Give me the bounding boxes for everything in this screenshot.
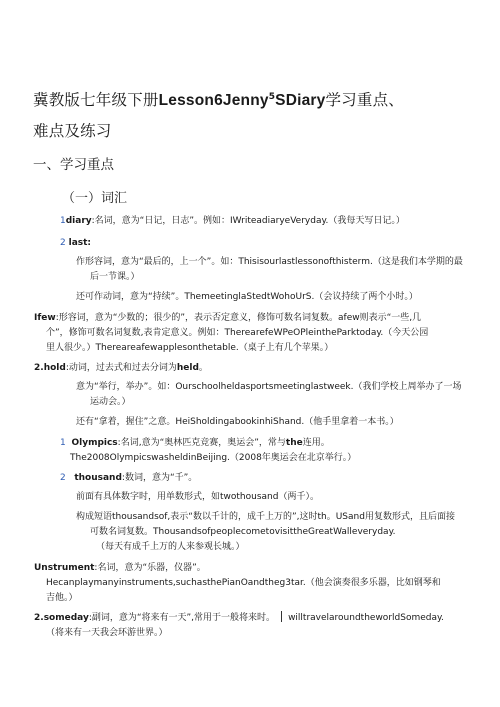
title-lesson: Lesson6Jenny	[158, 92, 269, 109]
item-number: 2	[60, 238, 66, 248]
title-superscript: 5	[268, 92, 276, 102]
item-text: :名词,意为“奥林匹克竞赛，奥运会”，常与	[117, 438, 286, 448]
item-number: 1	[60, 216, 66, 226]
item-keyword: held	[176, 363, 199, 373]
item-text: :副词，意为“将来有一天”,常用于一般将来时。	[88, 613, 276, 623]
item-number: 2.	[34, 613, 44, 623]
document-title	[33, 82, 473, 146]
item-olympics	[60, 436, 480, 451]
text-cursor	[281, 611, 282, 622]
title-diary: SDiary	[275, 92, 326, 109]
item-thousand-line-4: 可数名词复数。ThousandsofpeoplecometovisittheGreatWalleveryday.	[90, 527, 396, 537]
item-keyword: the	[285, 438, 303, 448]
item-hold-line-3: 运动会。）	[90, 397, 131, 407]
item-diary	[60, 214, 480, 229]
item-word: last:	[68, 238, 92, 248]
item-last-line-2: 后一节课。）	[90, 272, 140, 282]
item-hold-line-2: 意为“举行，举办”。如：Ourschoolheldasportsmeetinglastweek.（我们学校上周举办了一场	[76, 382, 462, 392]
item-someday	[34, 611, 474, 626]
item-few-line-3: 里人很少。）Thereareafewapplesonthetable.（桌子上有几个苹果。）	[46, 343, 334, 353]
item-text-tail: 连用。	[302, 438, 330, 448]
item-thousand-line-5: （每天有成千上万的人来参观长城。）	[96, 542, 245, 552]
item-instrument	[34, 561, 474, 576]
item-few-line-2: 个”，修饰可数名词复数,表肯定意义。例如：TherearefeWPeOPleintheParktoday.（今天公园	[46, 328, 429, 338]
item-number: 2.	[34, 363, 44, 373]
item-last-line-3: 还可作动词，意为“持续”。ThemeetinglaStedtWohoUrS.（会议持续了两个小时。）	[76, 292, 418, 302]
title-line-1	[33, 82, 473, 116]
item-number: 2	[60, 473, 66, 483]
item-last-line-1: 作形容词，意为“最后的，上一个”。如：Thisisourlastlessonofthisterm.（这是我们本学期的最	[76, 257, 463, 267]
item-instrument-line-3: 吉他。）	[46, 593, 78, 603]
item-few-line-1: :形容词，意为“少数的；很少的”，表示否定意义，修饰可数名词复数。afew则表示“一些,几	[55, 313, 422, 323]
item-text-tail: 。	[198, 363, 208, 373]
item-text: :名词，意为“日记，日志”。例如：IWriteadiaryeVeryday.（我每天写日记。）	[91, 216, 405, 226]
item-thousand-line-3: 构成短语thousandsof,表示“数以千计的，成千上万的”,这时th。USand用复数形式，且后面接	[76, 512, 455, 522]
item-text: :数词，意为“千”。	[121, 473, 198, 483]
title-prefix: 冀教版七年级下册	[33, 91, 159, 109]
item-word: someday	[43, 613, 89, 623]
item-instrument-line-2: Hecanplaymanyinstruments,suchasthePianOandtheg3tar.（他会演奏很多乐器，比如钢琴和	[46, 578, 441, 588]
subsection-heading: （一）词汇	[62, 191, 128, 206]
item-word: thousand	[74, 473, 122, 483]
item-word: Unstrument	[34, 563, 95, 573]
item-word: diary	[65, 216, 92, 226]
item-hold	[34, 361, 474, 376]
title-line-2: 难点及练习	[33, 122, 112, 140]
item-last	[60, 236, 480, 251]
item-someday-line-2: （将来有一天我会环游世界。）	[46, 628, 168, 638]
item-text: :名词，意为“乐器，仪器”。	[94, 563, 206, 573]
item-text: :动词，过去式和过去分词为	[65, 363, 177, 373]
item-word: hold	[43, 363, 66, 373]
section-heading: 一、学习重点	[33, 157, 114, 173]
item-word: Ifew	[34, 313, 56, 323]
item-text-tail: willtravelaroundtheworldSomeday.	[288, 613, 444, 623]
item-word: Olympics	[71, 438, 118, 448]
title-suffix: 学习重点、	[325, 91, 404, 109]
item-olympics-line-2: The2008OlympicswasheldinBeijing.（2008年奥运会在北京举行。）	[70, 453, 357, 463]
item-thousand	[60, 471, 480, 486]
item-number: 1	[60, 438, 66, 448]
item-hold-line-4: 还有“拿着，握住”之意。HeiSholdingabookinhiShand.（他手里拿着一本书。）	[76, 417, 399, 427]
item-few	[34, 311, 474, 326]
item-thousand-line-2: 前面有具体数字时，用单数形式，如twothousand（两千）。	[76, 492, 319, 502]
